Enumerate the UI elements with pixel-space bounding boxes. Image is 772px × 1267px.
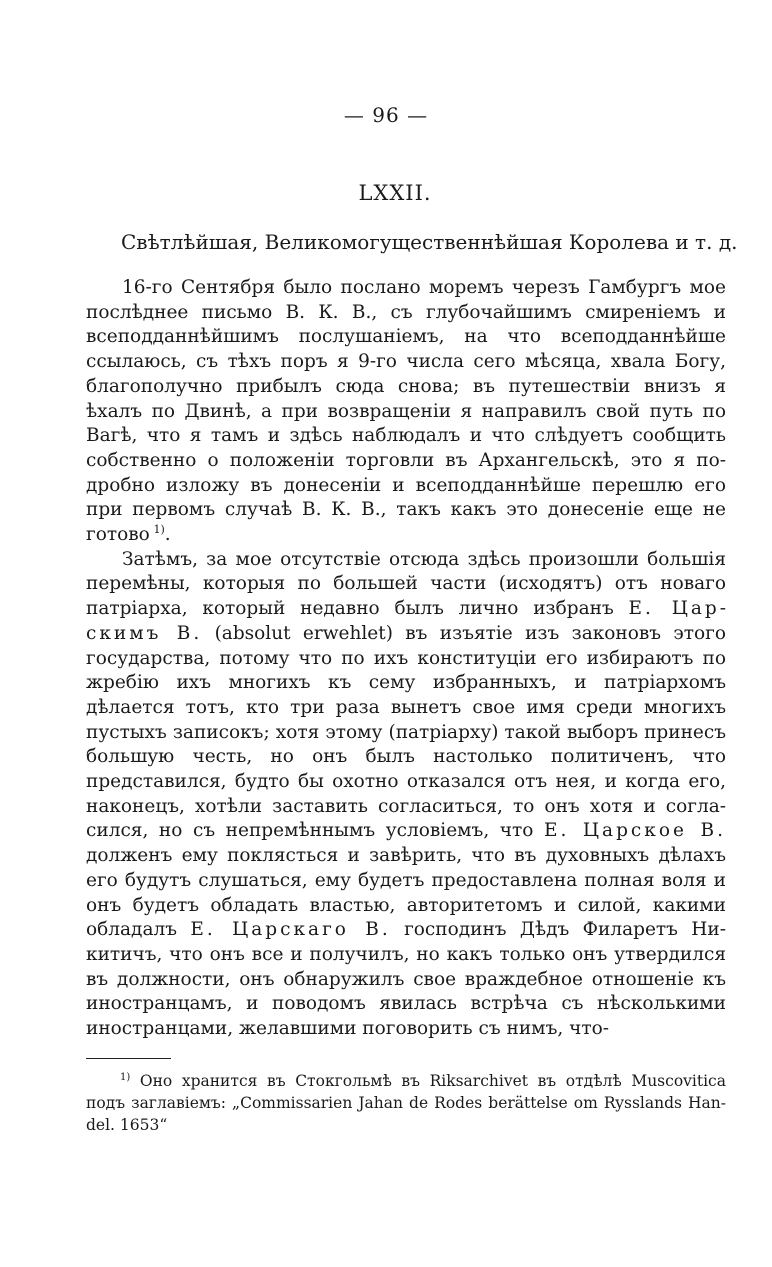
salutation: Свѣтлѣйшая, Великомогущественнѣйшая Королева и т. д. — [121, 230, 738, 254]
page-number: — 96 — — [343, 103, 429, 127]
footnote-mark: 1) — [120, 1071, 131, 1083]
footnote-reference: 1) — [153, 522, 165, 536]
footnote — [86, 1070, 726, 1136]
paragraph-2 — [86, 548, 726, 1042]
emphasis-tsarskago: Е. Царскаго В. — [190, 919, 391, 941]
paragraph-2-text-c: (absolut erwehlet) въ изъятіе изъ законовъ этого государства, потому что по ихъ конституціи его избираютъ по жребію ихъ многихъ къ сему избранныхъ, и патріархомъ дѣлается тотъ, кто три раза вынетъ свое имя среди многихъ пустыхъ записокъ; хотя этому (патріарху) такой выборъ принесъ большую честь, но онъ былъ настолько политиченъ, что представился, будто бы охотно отказался отъ нея, и когда его, наконецъ, хотѣли заставить согласиться, то онъ хотя и согласился, но съ непремѣннымъ условіемъ, что — [86, 622, 726, 842]
paragraph-1-end: . — [164, 524, 171, 546]
paragraph-1-text: 16-го Сентября было послано моремъ черезъ Гамбургъ мое послѣднее письмо В. К. В., съ глубочайшимъ смиреніемъ и всеподданнѣйшимъ послушаніемъ, на что всеподданнѣйше ссылаюсь, съ тѣхъ поръ я 9-го числа сего мѣсяца, хвала Богу, благополучно прибылъ сюда снова; въ путешествіи внизъ я ѣхалъ по Двинѣ, а при возвращеніи я направилъ свой путь по Вагѣ, что я тамъ и здѣсь наблюдалъ и что слѣдуетъ сообщить собственно о положеніи торговли въ Архангельскѣ, это я подробно изложу въ донесеніи и всеподданнѣйше перешлю его при первомъ случаѣ В. К. В., такъ какъ это донесеніе еще не готово — [86, 277, 726, 546]
emphasis-tsarskoe: Е. Царское В. — [543, 820, 726, 842]
paragraph-2-text-e: долженъ ему поклясться и завѣрить, что въ духовныхъ дѣлахъ его будутъ слушаться, ему будетъ предоставлена полная воля и онъ будетъ обладать властью, авторитетомъ и силой, какими обладалъ — [86, 845, 726, 941]
footnote-divider — [86, 1058, 171, 1059]
paragraph-2-text-a: Затѣмъ, за мое отсутствіе отсюда здѣсь произошли большія перемѣны, которыя по большей части (исходятъ) отъ новаго патріарха, который недавно былъ лично избранъ — [86, 548, 726, 620]
chapter-heading: LXXII. — [358, 181, 432, 205]
paragraph-2-text-g: господинъ Дѣдъ Филаретъ Никитичъ, что онъ все и получилъ, но какъ только онъ утвердился въ должности, онъ обнаружилъ свое враждебное отношеніе къ иностранцамъ, и поводомъ явилась встрѣча съ нѣсколькими иностранцами, желавшими поговорить съ нимъ, что- — [86, 919, 726, 1040]
emphasis-tsarskim: Е. Царскимъ В. — [86, 598, 726, 644]
footnote-text: Оно хранится въ Стокгольмѣ въ Riksarchivet въ отдѣлѣ Muscovitica подъ заглавіемъ: „Commissarien Jahan de Rodes berättelse om Rysslands Handel. 1653“ — [86, 1072, 726, 1134]
paragraph-1 — [86, 276, 726, 548]
letter-body — [86, 276, 726, 1042]
